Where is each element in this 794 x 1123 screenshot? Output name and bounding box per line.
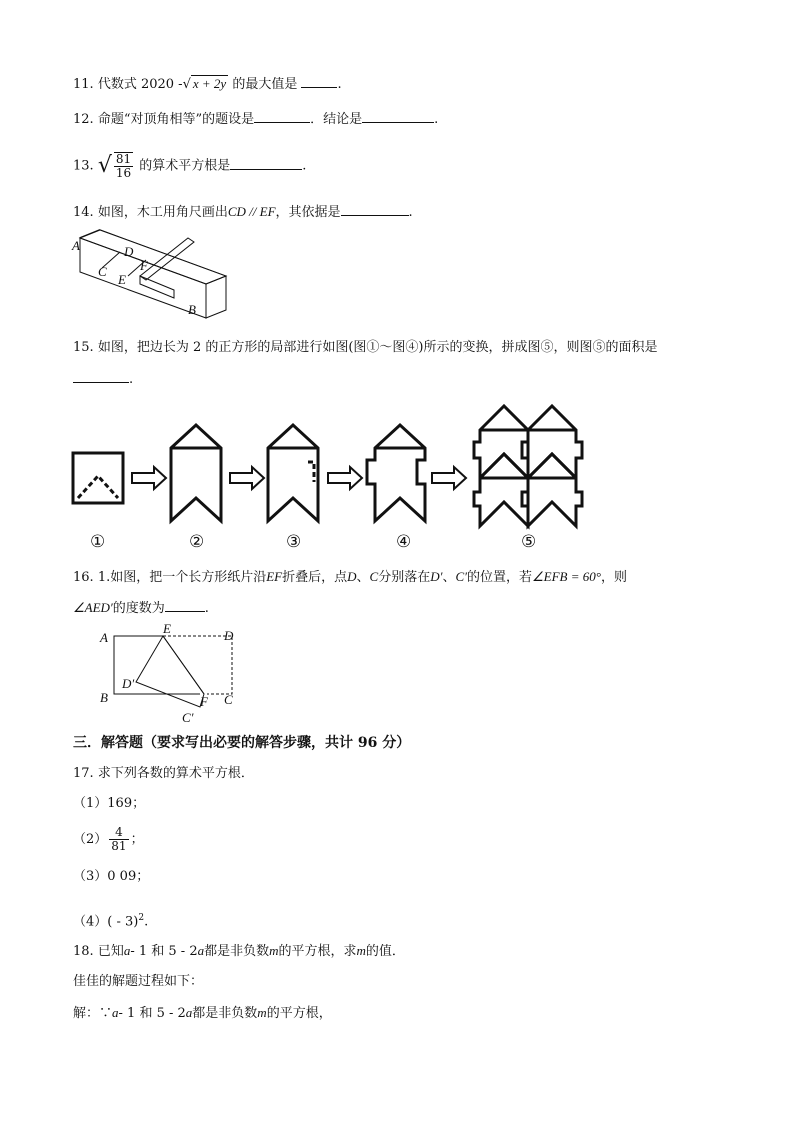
question-17 <box>73 765 254 783</box>
fig3-dashed-notch <box>308 462 314 482</box>
var-a: a <box>112 1005 119 1020</box>
arrow-2 <box>230 467 264 489</box>
fig5-tiling <box>474 406 582 526</box>
q18-line2: 佳佳的解题过程如下： <box>73 974 204 989</box>
question-15 <box>73 339 658 357</box>
caption-4: ④ <box>396 532 412 552</box>
question-text: 1.如图，把一个长方形纸片沿 <box>97 570 267 585</box>
semicolon: ； <box>130 832 144 847</box>
caption-3: ③ <box>286 532 302 552</box>
question-number: 11. <box>73 77 94 92</box>
question-number: 13. <box>73 158 94 174</box>
label-a: A <box>72 238 80 253</box>
question-text: ，则 <box>600 570 627 585</box>
arrow-4 <box>432 467 466 489</box>
question-number: 18. <box>73 944 94 959</box>
answer-blank-conclusion[interactable] <box>362 110 434 123</box>
question-text: 如图，把边长为 2 的正方形的局部进行如图(图①～图④)所示的变换，拼成图⑤，则图⑤的面积是 <box>97 340 658 355</box>
point-c-prime: C′ <box>455 569 467 584</box>
question-15-line2 <box>73 370 133 389</box>
fraction <box>114 152 133 180</box>
label-b: B <box>100 690 108 705</box>
question-text: - 1 和 5 - 2 <box>130 944 198 959</box>
caption-2: ② <box>189 532 205 552</box>
answer-blank[interactable] <box>301 75 337 88</box>
separator: 、 <box>442 570 456 585</box>
period: . <box>144 914 149 930</box>
label-a: A <box>100 630 108 645</box>
question-text: 命题“对顶角相等”的题设是 <box>97 112 255 127</box>
answer-blank[interactable] <box>341 203 409 216</box>
fig2-shape <box>171 425 221 521</box>
segment-ef: EF <box>266 569 283 584</box>
arrow-3 <box>328 467 362 489</box>
part-text: （4）( - 3) <box>73 914 139 930</box>
period: . <box>129 372 134 387</box>
fold-line-ef <box>163 636 204 694</box>
period: . <box>337 77 342 92</box>
solution-text: 解：∵ <box>73 1006 113 1021</box>
var-m: m <box>257 1005 267 1020</box>
label-b: B <box>188 302 196 317</box>
figure-carpenter-square <box>70 228 230 328</box>
question-11 <box>73 75 342 94</box>
question-text: 的值． <box>365 944 405 959</box>
label-c: C <box>224 692 233 707</box>
question-text: 的位置，若 <box>467 570 533 585</box>
var-m: m <box>356 943 366 958</box>
question-text: 的度数为 <box>112 601 165 616</box>
question-16-line2 <box>73 599 209 618</box>
answer-blank[interactable] <box>230 157 302 170</box>
question-text: 已知 <box>97 944 124 959</box>
fraction-numerator: 4 <box>109 826 128 840</box>
question-13 <box>73 148 306 185</box>
q17-part-2 <box>73 822 144 858</box>
point-d-prime: D′ <box>430 569 443 584</box>
label-c: C <box>98 264 107 279</box>
angle-condition: ∠EFB = 60° <box>532 569 601 584</box>
var-a: a <box>197 943 205 958</box>
fraction-denominator: 81 <box>111 839 127 853</box>
label-c-prime: C′ <box>182 710 194 725</box>
question-text: 如图，木工用角尺画出 <box>97 205 228 220</box>
question-number: 15. <box>73 340 94 355</box>
question-14 <box>73 203 413 222</box>
question-text: 求下列各数的算术平方根． <box>97 766 254 781</box>
q17-part-4 <box>73 909 148 931</box>
period: . <box>434 112 439 127</box>
answer-blank[interactable] <box>165 599 205 612</box>
question-text: 折叠后，点 <box>282 570 348 585</box>
label-f: F <box>200 694 208 709</box>
label-d-prime: D′ <box>122 676 135 691</box>
sqrt-sign: √ <box>97 153 112 178</box>
question-text: 的平方根，求 <box>278 944 357 959</box>
fig3-shape <box>268 425 318 521</box>
question-text: ，其依据是 <box>275 205 341 220</box>
question-text: ．结论是 <box>310 112 363 127</box>
question-number: 12. <box>73 112 94 127</box>
square-ruler-arm <box>140 238 194 280</box>
q17-part-1: （1）169； <box>73 796 146 811</box>
section-3-heading: 三．解答题（要求写出必要的解答步骤，共计 96 分） <box>73 735 411 751</box>
caption-1: ① <box>90 532 106 552</box>
solution-text: - 1 和 5 - 2 <box>118 1006 186 1021</box>
box-side-face <box>206 276 226 318</box>
angle-asked: ∠AED′ <box>73 600 113 615</box>
question-text: 的算术平方根是 <box>139 158 231 174</box>
question-18 <box>73 942 405 961</box>
solution-text: 都是非负数 <box>192 1006 258 1021</box>
var-a: a <box>123 943 131 958</box>
label-f: F <box>140 258 148 273</box>
var-m: m <box>269 943 279 958</box>
period: . <box>302 158 307 174</box>
sqrt-sign: √ <box>182 77 191 92</box>
radicand: x + 2y <box>192 76 227 91</box>
question-number: 14. <box>73 205 94 220</box>
label-e: E <box>163 621 171 636</box>
period: . <box>204 601 209 616</box>
answer-blank-hypothesis[interactable] <box>254 110 310 123</box>
fig1-dashed-fold <box>78 476 118 498</box>
label-e: E <box>118 272 126 287</box>
label-d: D <box>124 244 134 259</box>
q17-part-3: （3）0 09； <box>73 869 150 884</box>
answer-blank[interactable] <box>73 370 129 383</box>
question-text: 都是非负数 <box>204 944 270 959</box>
point-c: C <box>369 569 379 584</box>
caption-5: ⑤ <box>521 532 537 552</box>
var-a: a <box>185 1005 193 1020</box>
question-number: 16. <box>73 570 94 585</box>
period: . <box>408 205 413 220</box>
question-text: 的最大值是 <box>232 77 298 92</box>
question-text: 代数式 2020 - <box>97 77 183 92</box>
question-12 <box>73 110 438 129</box>
separator: 、 <box>356 570 370 585</box>
parallel-expression: CD // EF <box>227 204 276 219</box>
fraction-numerator: 81 <box>115 152 132 166</box>
fraction <box>109 826 128 853</box>
point-d: D <box>347 569 357 584</box>
exponent: 2 <box>138 913 145 923</box>
figure-folded-rectangle <box>96 622 246 728</box>
question-number: 17. <box>73 766 94 781</box>
fraction-denominator: 16 <box>115 166 132 180</box>
question-16 <box>73 568 627 587</box>
label-d: D <box>224 628 234 643</box>
fig4-shape <box>367 425 425 521</box>
part-label: （2） <box>73 832 108 847</box>
figure-square-transform <box>70 400 590 532</box>
arrow-1 <box>132 467 166 489</box>
q18-line3 <box>73 1004 332 1023</box>
question-text: 分别落在 <box>378 570 431 585</box>
solution-text: 的平方根， <box>266 1006 332 1021</box>
